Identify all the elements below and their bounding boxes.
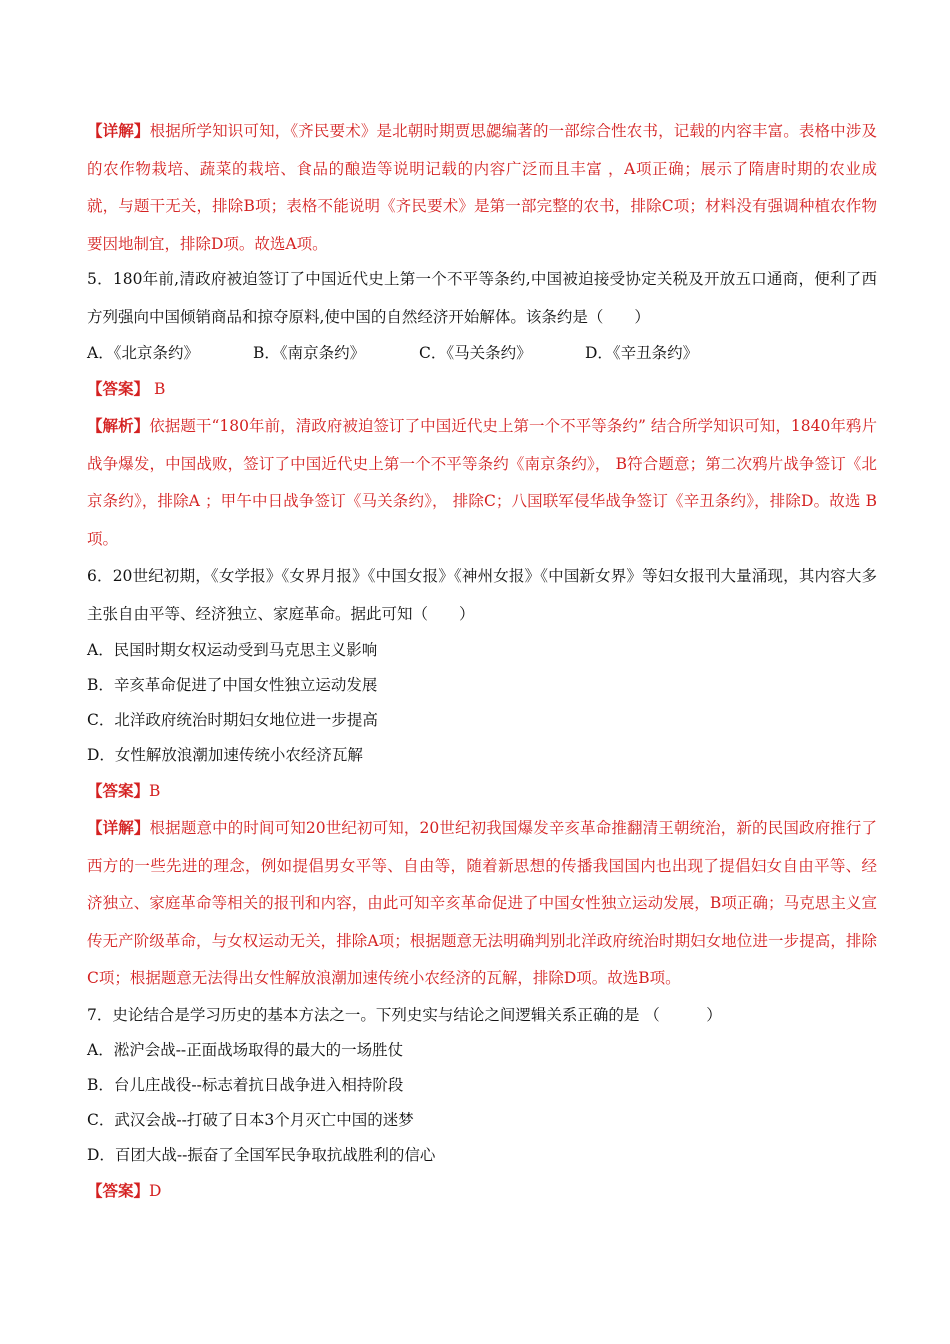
option-a: A．民国时期女权运动受到马克思主义影响 [87, 641, 378, 659]
explanation-text: 根据题意中的时间可知20世纪初可知，20世纪初我国爆发辛亥革命推翻清王朝统治，新的民国政府推行了西方的一些先进的理念，例如提倡男女平等、自由等，随着新思想的传播我国国内也出现了提倡妇女自由平等、经济独立、家庭革命等相关的报刊和内容，由此可知辛亥革命促进了中国女性独立运动发展，B项正确；马克思主义宣传无产阶级革命，与女权运动无关，排除A项；根据题意无法明确判别北洋政府统治时期妇女地位进一步提高，排除C项；根据题意无法得出女性解放浪潮加速传统小农经济的瓦解，排除D项。故选B项。 [87, 819, 877, 987]
explanation-tag: 【详解】 [87, 121, 150, 140]
question-5-stem: 5．180年前,清政府被迫签订了中国近代史上第一个不平等条约,中国被迫接受协定关税及开放五口通商，便利了西方列强向中国倾销商品和掠夺原料,使中国的自然经济开始解体。该条约是（ ） [87, 270, 877, 326]
explanation-q4 [87, 112, 877, 263]
option-b: B．台儿庄战役--标志着抗日战争进入相持阶段 [87, 1075, 404, 1094]
option-c: C．北洋政府统治时期妇女地位进一步提高 [87, 711, 378, 729]
option-c: C．武汉会战--打破了日本3个月灭亡中国的迷梦 [87, 1110, 414, 1129]
answer-value: D [149, 1181, 162, 1200]
answer-tag: 【答案】 [87, 379, 150, 398]
answer-value: B [149, 380, 166, 398]
answer-q6 [87, 773, 877, 809]
explanation-text: 根据所学知识可知，《齐民要术》是北朝时期贾思勰编著的一部综合性农书，记载的内容丰富。表格中涉及的农作物栽培、蔬菜的栽培、食品的酿造等说明记载的内容广泛而且丰富 ，A项正确；展示了隋唐时期的农业成就，与题干无关，排除B项；表格不能说明《齐民要术》是第一部完整的农书，排除C项；材料没有强调种植农作物要因地制宜，排除D项。故选A项。 [87, 122, 877, 253]
answer-q7 [87, 1173, 877, 1209]
analysis-tag: 【解析】 [87, 416, 150, 435]
option-d: D．《辛丑条约》 [585, 344, 699, 362]
answer-q5 [87, 371, 877, 407]
explanation-tag: 【详解】 [87, 818, 150, 837]
answer-tag: 【答案】 [87, 781, 150, 800]
option-d: D．女性解放浪潮加速传统小农经济瓦解 [87, 746, 363, 764]
analysis-q5 [87, 407, 877, 558]
question-5-options [87, 336, 877, 371]
option-c: C．《马关条约》 [419, 344, 532, 362]
option-b: B．《南京条约》 [253, 344, 366, 362]
option-a: A．淞沪会战--正面战场取得的最大的一场胜仗 [87, 1040, 404, 1059]
answer-value: B [149, 782, 161, 800]
option-d: D．百团大战--振奋了全国军民争取抗战胜利的信心 [87, 1145, 436, 1164]
question-7-stem: 7．史论结合是学习历史的基本方法之一。下列史实与结论之间逻辑关系正确的是 （ ） [87, 1005, 722, 1024]
question-6-stem: 6．20世纪初期，《女学报》《女界月报》《中国女报》《神州女报》《中国新女界》等妇女报刊大量涌现，其内容大多主张自由平等、经济独立、家庭革命。据此可知（ ） [87, 567, 877, 623]
document-page [87, 112, 877, 1209]
explanation-q6 [87, 809, 877, 998]
option-a: A．《北京条约》 [87, 344, 199, 362]
answer-tag: 【答案】 [87, 1180, 150, 1200]
analysis-text: 依据题干“180年前，清政府被迫签订了中国近代史上第一个不平等条约” 结合所学知识可知，1840年鸦片战争爆发，中国战败，签订了中国近代史上第一个不平等条约《南京条约》， B符合题意；第二次鸦片战争签订《北京条约》，排除A ；甲午中日战争签订《马关条约》， 排除C；八国联军侵华战争签订《辛丑条约》，排除D。故选 B项。 [87, 417, 877, 548]
option-b: B．辛亥革命促进了中国女性独立运动发展 [87, 676, 378, 694]
